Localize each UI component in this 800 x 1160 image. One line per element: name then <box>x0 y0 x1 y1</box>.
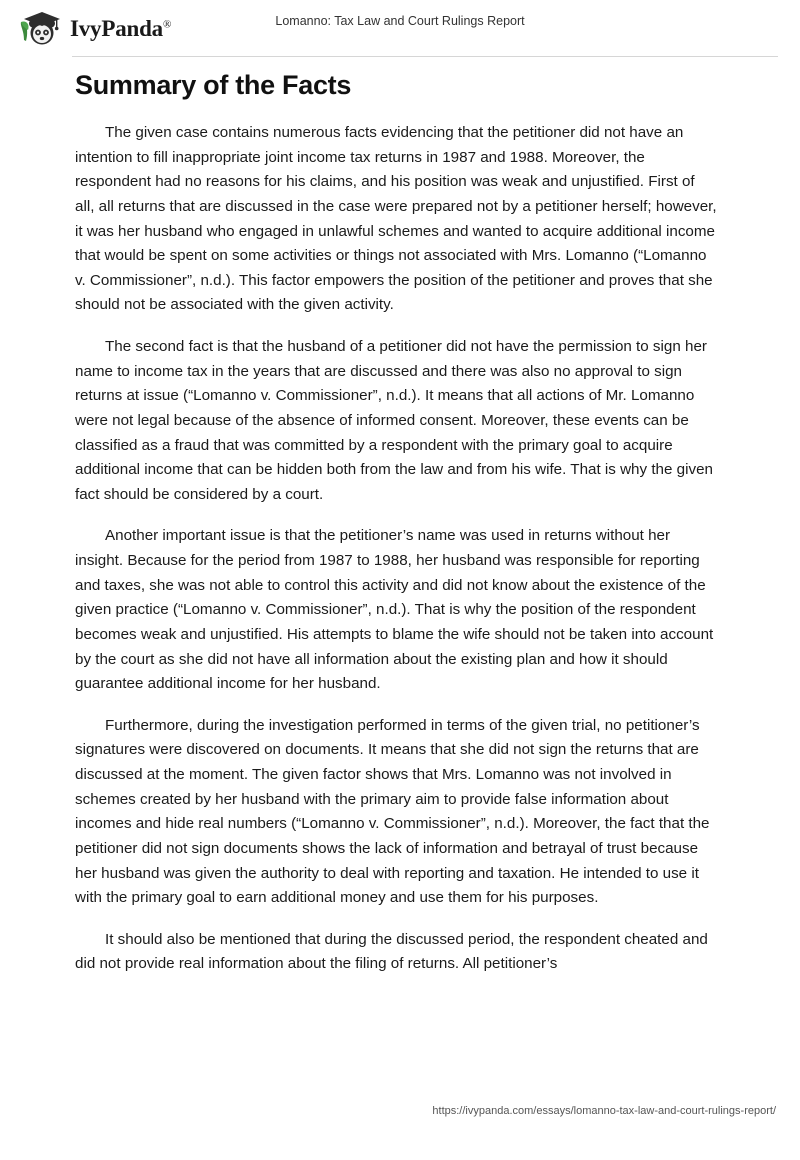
paragraph-1: The given case contains numerous facts evidencing that the petitioner did not have an intention to fill inappropriate joint income tax returns in 1987 and 1988. Moreover, the respondent had no reasons for his claims, and his position was weak and unjustified. First of all, all returns that are discussed in the case were prepared not by a petitioner herself; however, it was her husband who engaged in unlawful schemes and wanted to acquire additional income that would be spent on some activities or things not associated with Mrs. Lomanno (“Lomanno v. Commissioner”, n.d.). This factor empowers the position of the petitioner and proves that she should not be associated with the given activity. <box>75 124 717 314</box>
page-title: Summary of the Facts <box>75 70 352 100</box>
registered-mark: ® <box>162 18 172 31</box>
header-document-title: Lomanno: Tax Law and Court Rulings Report <box>275 14 525 28</box>
header-divider <box>72 56 778 57</box>
brand-name: IvyPanda® <box>70 16 172 41</box>
paragraph-2: The second fact is that the husband of a petitioner did not have the permission to sign her name to income tax in the years that are discussed and there was also no approval to sign returns at issue (“Lomanno v. Commissioner”, n.d.). It means that all actions of Mr. Lomanno were not legal because of the absence of informed consent. Moreover, these events can be classified as a fraud that was committed by a respondent with the primary goal to acquire additional income that can be hidden both from the law and from his wife. That is why the given fact should be considered by a court. <box>75 338 713 503</box>
paragraph-4: Furthermore, during the investigation performed in terms of the given trial, no petitioner’s signatures were discovered on documents. It means that she did not sign the returns that are discussed at the moment. The given factor shows that Mrs. Lomanno was not involved in schemes created by her husband with the primary aim to provide false information about incomes and hide real numbers (“Lomanno v. Commissioner”, n.d.). Moreover, the fact that the petitioner did not sign documents shows the lack of information and betrayal of trust because her husband was given the authority to deal with reporting and taxation. He intended to use it with the primary goal to earn additional money and use them for his purposes. <box>75 716 710 907</box>
page-header <box>0 0 800 56</box>
footer-source-url[interactable]: https://ivypanda.com/essays/lomanno-tax-law-and-court-rulings-report/ <box>432 1105 776 1117</box>
paragraph-3: Another important issue is that the petitioner’s name was used in returns without her insight. Because for the period from 1987 to 1988, her husband was responsible for reporting and taxes, she was not able to control this activity and did not know about the existence of the given practice (“Lomanno v. Commissioner”, n.d.). That is why the position of the respondent becomes weak and unjustified. His attempts to blame the wife should not be taken into account by the court as she did not have all information about the existing plan and how it should guarantee additional income for her husband. <box>75 527 714 693</box>
document-body <box>75 70 718 994</box>
paragraph-5: It should also be mentioned that during the discussed period, the respondent cheated and did not provide real information about the filing of returns. All petitioner’s <box>75 930 708 973</box>
